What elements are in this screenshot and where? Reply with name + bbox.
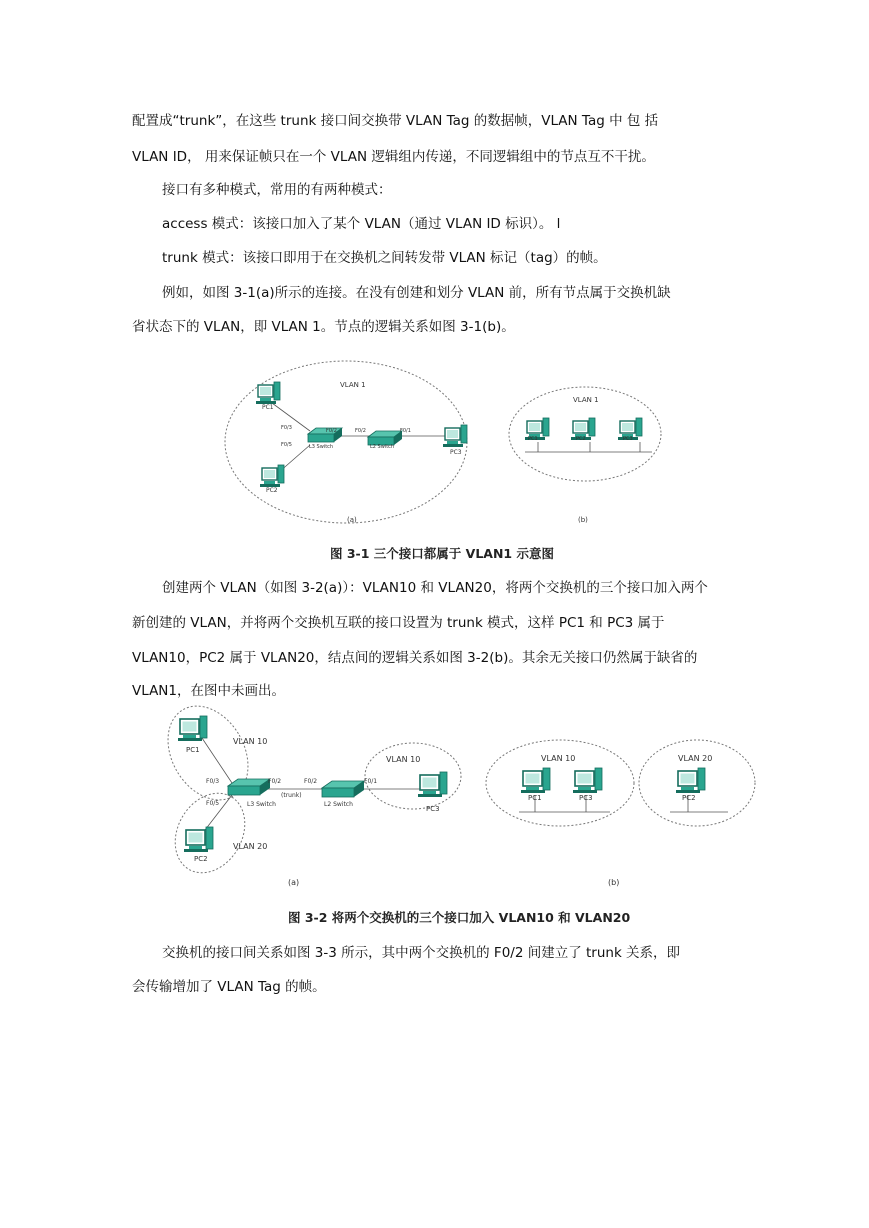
figure-caption: 图 3-2 将两个交换机的三个接口加入 VLAN10 和 VLAN20 bbox=[288, 910, 631, 925]
figure-caption: 图 3-1 三个接口都属于 VLAN1 示意图 bbox=[330, 546, 554, 561]
port-label: F0/1 bbox=[364, 778, 378, 785]
pc2-icon bbox=[184, 827, 213, 852]
pc2-icon bbox=[260, 465, 284, 487]
pc3-icon bbox=[443, 425, 467, 447]
figure-sublabel: (b) bbox=[578, 516, 588, 524]
paragraph-line: 例如，如图 3-1(a)所示的连接。在没有创建和划分 VLAN 前，所有节点属于交换机缺 bbox=[162, 285, 671, 301]
switch-label: L3 Switch bbox=[309, 444, 334, 450]
vlan-label: VLAN 10 bbox=[386, 755, 421, 764]
switch-icon bbox=[322, 781, 364, 797]
vlan-label: VLAN 1 bbox=[573, 396, 599, 404]
switch-label: L2 Switch bbox=[324, 801, 353, 808]
figure-sublabel: (b) bbox=[608, 878, 620, 887]
pc3-icon bbox=[418, 772, 447, 797]
port-label: F0/3 bbox=[206, 778, 220, 785]
port-label: F0/2 bbox=[326, 428, 337, 434]
port-label: F0/2 bbox=[268, 778, 282, 785]
vlan-label: VLAN 10 bbox=[233, 737, 268, 746]
pc3-icon bbox=[573, 768, 602, 793]
pc3-label: PC3 bbox=[450, 449, 462, 456]
paragraph-line: VLAN ID， 用来保证帧只在一个 VLAN 逻辑组内传递，不同逻辑组中的节点互不干扰。 bbox=[132, 149, 655, 165]
switch-label: L3 Switch bbox=[247, 801, 276, 808]
paragraph-line: 新创建的 VLAN，并将两个交换机互联的接口设置为 trunk 模式，这样 PC1 和 PC3 属于 bbox=[132, 615, 665, 631]
port-label: F0/2 bbox=[304, 778, 318, 785]
pc1-icon bbox=[521, 768, 550, 793]
pc3-label: PC3 bbox=[579, 794, 593, 802]
paragraph-line: 会传输增加了 VLAN Tag 的帧。 bbox=[132, 979, 326, 995]
paragraph-line: 配置成“trunk”，在这些 trunk 接口间交换带 VLAN Tag 的数据帧，VLAN Tag 中 包 括 bbox=[132, 113, 659, 129]
paragraph-line: VLAN1，在图中未画出。 bbox=[132, 683, 285, 699]
vlan-label: VLAN 20 bbox=[678, 754, 713, 763]
vlan10-boundary bbox=[152, 692, 264, 815]
pc1-label: PC1 bbox=[262, 404, 274, 411]
switch-label: L2 Switch bbox=[370, 444, 395, 450]
trunk-label: (trunk) bbox=[281, 792, 302, 799]
port-label: F0/5 bbox=[206, 800, 220, 807]
paragraph-line: 创建两个 VLAN（如图 3-2(a)）：VLAN10 和 VLAN20，将两个交换机的三个接口加入两个 bbox=[162, 580, 708, 596]
pc2-icon bbox=[676, 768, 705, 793]
pc3-label: PC3 bbox=[623, 436, 633, 442]
paragraph-line: 省状态下的 VLAN，即 VLAN 1。节点的逻辑关系如图 3-1(b)。 bbox=[132, 319, 515, 335]
port-label: F0/3 bbox=[281, 425, 292, 431]
figure-sublabel: (a) bbox=[288, 878, 300, 887]
pc2-label: PC2 bbox=[682, 794, 696, 802]
figure-3-2 bbox=[0, 705, 869, 890]
pc2-label: PC2 bbox=[266, 487, 278, 494]
pc1-label: PC1 bbox=[528, 794, 542, 802]
switch-icon bbox=[228, 779, 270, 795]
pc2-label: PC2 bbox=[194, 855, 208, 863]
pc3-label: PC3 bbox=[426, 805, 440, 813]
figure-sublabel: (a) bbox=[347, 516, 357, 524]
switch-icon bbox=[368, 431, 402, 445]
paragraph-line: VLAN10，PC2 属于 VLAN20，结点间的逻辑关系如图 3-2(b)。其余无关接口仍然属于缺省的 bbox=[132, 650, 698, 666]
paragraph-line: 接口有多种模式，常用的有两种模式： bbox=[162, 182, 392, 198]
port-label: F0/5 bbox=[281, 442, 292, 448]
vlan10-boundary bbox=[486, 740, 634, 826]
paragraph-line: access 模式：该接口加入了某个 VLAN（通过 VLAN ID 标识）。 l bbox=[162, 216, 561, 232]
port-label: F0/2 bbox=[355, 428, 366, 434]
vlan-label: VLAN 1 bbox=[340, 381, 366, 389]
pc1-label: PC1 bbox=[186, 746, 200, 754]
pc1-icon bbox=[178, 716, 207, 741]
paragraph-line: trunk 模式：该接口即用于在交换机之间转发带 VLAN 标记（tag）的帧。 bbox=[162, 250, 607, 266]
port-label: F0/1 bbox=[400, 428, 411, 434]
vlan-label: VLAN 10 bbox=[541, 754, 576, 763]
vlan-label: VLAN 20 bbox=[233, 842, 268, 851]
pc1-icon bbox=[256, 382, 280, 404]
figure-3-1 bbox=[0, 355, 869, 555]
pc1-label: PC1 bbox=[528, 436, 538, 442]
paragraph-line: 交换机的接口间关系如图 3-3 所示，其中两个交换机的 F0/2 间建立了 trunk 关系，即 bbox=[162, 945, 681, 961]
pc2-label: PC2 bbox=[576, 436, 586, 442]
